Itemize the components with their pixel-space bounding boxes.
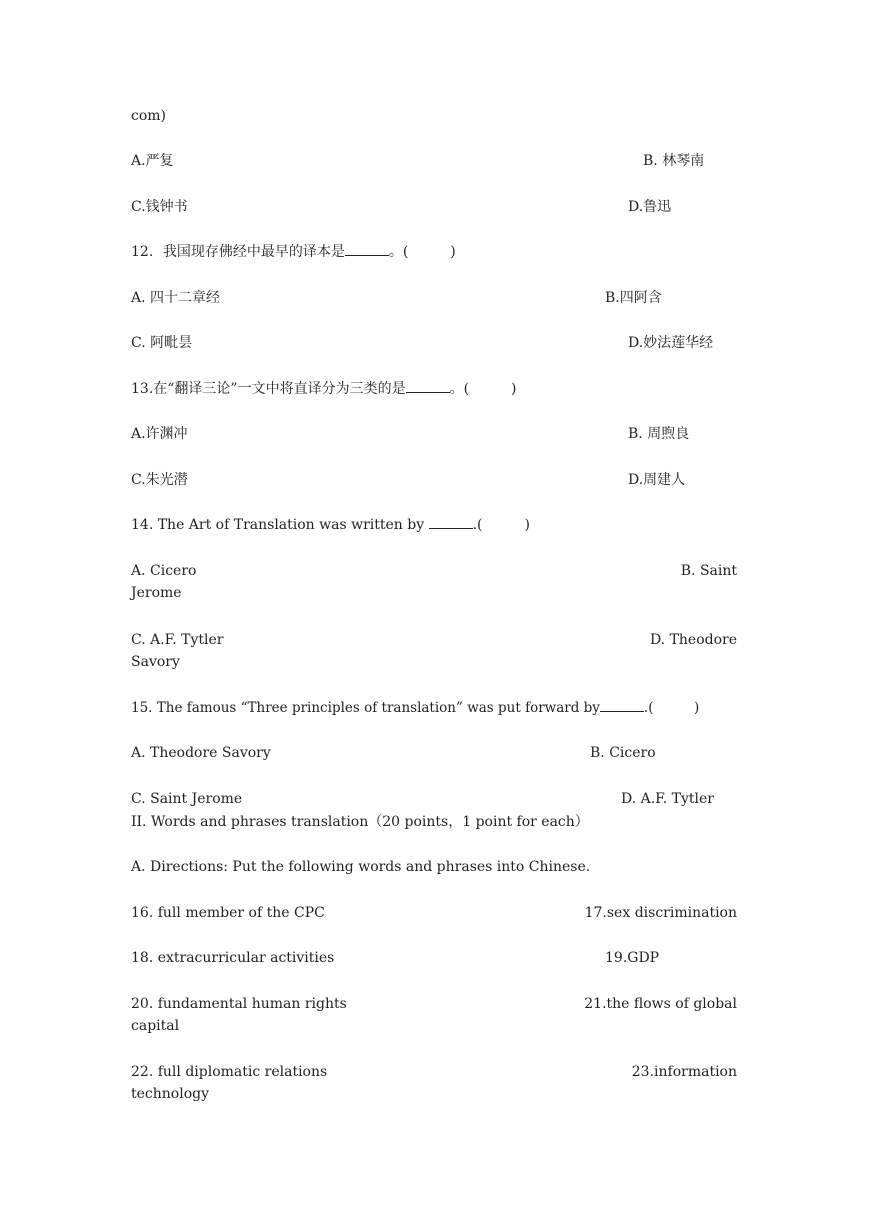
- q11-option-a: A.严复: [131, 153, 174, 169]
- q15-option-c: C. Saint Jerome: [131, 791, 243, 807]
- q15-question: [131, 697, 699, 719]
- q14-options-row-1: [131, 560, 737, 604]
- q15-answer-blank: [600, 697, 644, 712]
- q14-option-c: C. A.F. Tytler: [131, 632, 224, 648]
- q11-options-row-1: [131, 150, 737, 172]
- q13-question: [131, 378, 517, 400]
- q13-option-d: D.周建人: [628, 472, 686, 488]
- q14-answer-blank: [429, 514, 473, 529]
- q11-options-row-2: [131, 196, 737, 218]
- q15-options-row-1: [131, 742, 737, 764]
- q12-option-c: C. 阿毗昙: [131, 335, 193, 351]
- q14-question-prefix: 14. The Art of Translation was written by: [131, 517, 429, 533]
- item-17: 17.sex discrimination: [584, 905, 737, 921]
- q11-option-b: B. 林琴南: [643, 153, 705, 169]
- item-20: 20. fundamental human rights: [131, 996, 347, 1012]
- q13-options-row-1: [131, 423, 737, 445]
- q12-option-d: D.妙法莲华经: [628, 335, 714, 351]
- q12-question-prefix: 12．我国现存佛经中最早的译本是: [131, 244, 345, 260]
- item-21-continued: capital: [131, 1018, 180, 1034]
- q13-option-c: C.朱光潜: [131, 472, 188, 488]
- q15-option-b: B. Cicero: [590, 745, 656, 761]
- q14-question: [131, 514, 530, 536]
- q12-answer-blank: [345, 241, 389, 256]
- q14-option-d: D. Theodore: [649, 632, 737, 648]
- q13-options-row-2: [131, 469, 737, 491]
- q11-option-d: D.鲁迅: [628, 199, 672, 215]
- section-directions: A. Directions: Put the following words and phrases into Chinese.: [131, 859, 591, 875]
- q13-option-a: A.许渊冲: [131, 426, 188, 442]
- q15-question-prefix: 15. The famous “Three principles of translation” was put forward by: [131, 700, 600, 716]
- q14-option-b: B. Saint: [680, 563, 737, 579]
- items-row-1: [131, 902, 737, 924]
- item-22: 22. full diplomatic relations: [131, 1064, 328, 1080]
- q12-question-suffix: 。( ): [388, 244, 456, 260]
- q13-answer-blank: [406, 378, 450, 393]
- q12-options-row-1: [131, 287, 737, 309]
- q14-options-row-2: [131, 629, 737, 673]
- item-23: 23.information: [631, 1064, 737, 1080]
- q12-option-b: B.四阿含: [605, 290, 662, 306]
- item-21: 21.the flows of global: [584, 996, 737, 1012]
- q12-options-row-2: [131, 332, 737, 354]
- item-18: 18. extracurricular activities: [131, 950, 335, 966]
- q13-question-suffix: 。( ): [449, 381, 517, 397]
- items-row-2: [131, 947, 737, 969]
- q12-option-a: A. 四十二章经: [131, 290, 221, 306]
- section-heading: II. Words and phrases translation（20 points，1 point for each）: [131, 814, 589, 830]
- q14-option-a: A. Cicero: [131, 563, 197, 579]
- item-16: 16. full member of the CPC: [131, 905, 325, 921]
- q13-question-prefix: 13.在“翻译三论”一文中将直译分为三类的是: [131, 381, 406, 397]
- q14-option-b-continued: Jerome: [131, 585, 182, 601]
- item-23-continued: technology: [131, 1086, 209, 1102]
- q15-options-row-2: [131, 788, 737, 810]
- q14-question-suffix: .( ): [472, 517, 530, 533]
- q15-option-a: A. Theodore Savory: [131, 745, 271, 761]
- q15-question-suffix: .( ): [643, 700, 700, 716]
- q13-option-b: B. 周煦良: [628, 426, 690, 442]
- items-row-3: [131, 993, 737, 1037]
- q12-question: [131, 241, 456, 263]
- items-row-4: [131, 1061, 737, 1105]
- item-19: 19.GDP: [605, 950, 660, 966]
- q11-continuation: com): [131, 108, 167, 124]
- q15-option-d: D. A.F. Tytler: [621, 791, 714, 807]
- q14-option-d-continued: Savory: [131, 654, 180, 670]
- q11-option-c: C.钱钟书: [131, 199, 188, 215]
